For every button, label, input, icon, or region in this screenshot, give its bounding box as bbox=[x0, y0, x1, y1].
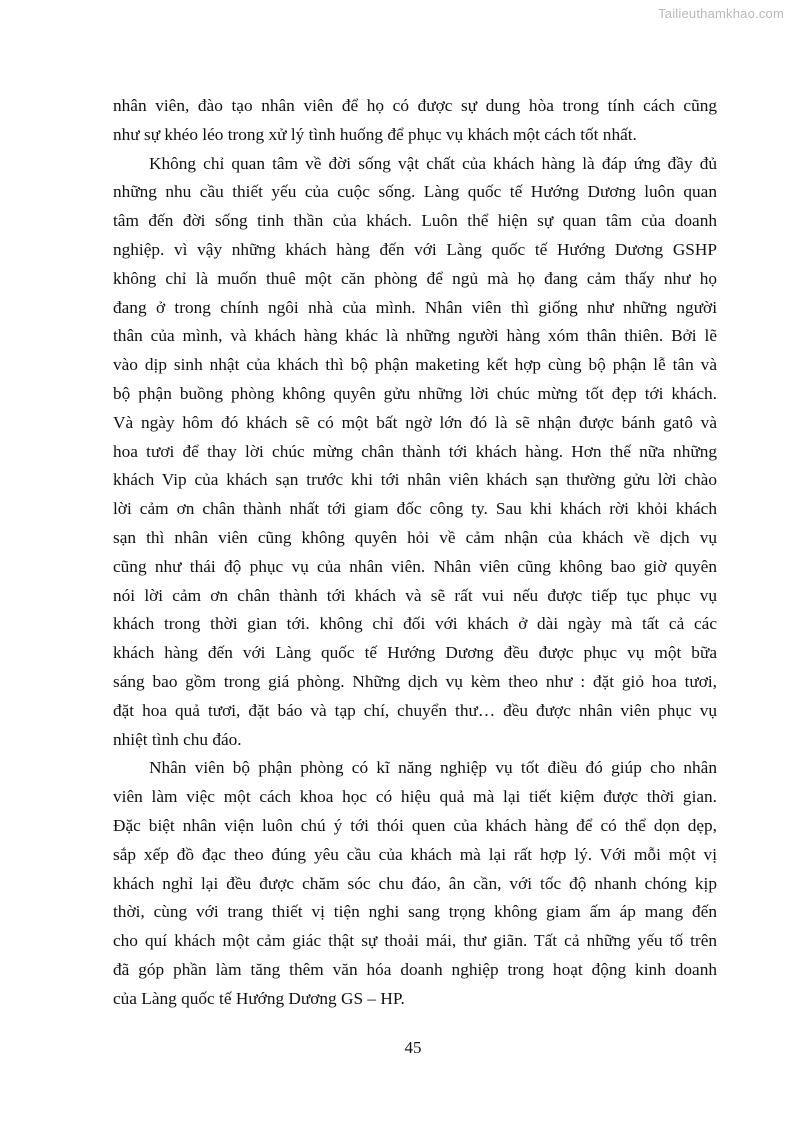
text-line: vào dịp sinh nhật của khách thì bộ phận maketing kết hợp cùng bộ phận lễ tân và bbox=[113, 355, 717, 375]
text-line: không chỉ là muốn thuê một căn phòng để ngủ mà họ đang cảm thấy như họ bbox=[113, 268, 717, 288]
text-line: Và ngày hôm đó khách sẽ có một bất ngờ lớn đó là sẽ nhận được bánh gatô và bbox=[113, 412, 717, 432]
text-line: Đặc biệt nhân viện luôn chú ý tới thói quen của khách hàng để có thể dọn dẹp, bbox=[113, 815, 717, 835]
watermark: Tailieuthamkhao.com bbox=[658, 6, 784, 21]
paragraph bbox=[113, 150, 717, 755]
text-line: như sự khéo léo trong xử lý tình huống để phục vụ khách một cách tốt nhất. bbox=[113, 124, 637, 144]
text-line: nhiệt tình chu đáo. bbox=[113, 729, 242, 749]
text-line: nhân viên, đào tạo nhân viên để họ có được sự dung hòa trong tính cách cũng bbox=[113, 96, 717, 115]
text-line: tâm đến đời sống tinh thần của khách. Luôn thể hiện sự quan tâm của doanh bbox=[113, 211, 717, 231]
text-line: thân của mình, và khách hàng khác là những người hàng xóm thân thiên. Bởi lẽ bbox=[113, 326, 717, 346]
text-line: sạn thì nhân viên cũng không quyên hỏi về cảm nhận của khách về dịch vụ bbox=[113, 527, 717, 547]
text-line: đặt hoa quả tươi, đặt báo và tạp chí, chuyển thư… đều được nhân viên phục vụ bbox=[113, 700, 717, 720]
text-line: khách trong thời gian tới. không chỉ đối với khách ở dài ngày mà tất cả các bbox=[113, 614, 717, 634]
text-line: bộ phận buồng phòng không quyên gửu những lời chúc mừng tốt đẹp tới khách. bbox=[113, 383, 717, 403]
text-line: cho quí khách một cảm giác thật sự thoải mái, thư giãn. Tất cả những yếu tố trên bbox=[113, 931, 717, 951]
text-line: nghiệp. vì vậy những khách hàng đến với Làng quốc tế Hướng Dương GSHP bbox=[113, 239, 717, 259]
paragraph bbox=[113, 92, 717, 150]
text-line: khách Vip của khách sạn trước khi tới nhân viên khách sạn thường gửu lời chào bbox=[113, 470, 717, 490]
text-line: của Làng quốc tế Hướng Dương GS – HP. bbox=[113, 988, 405, 1008]
text-line: đã góp phần làm tăng thêm văn hóa doanh nghiệp trong hoạt động kinh doanh bbox=[113, 959, 717, 979]
text-line: viên làm việc một cách khoa học có hiệu quả mà lại tiết kiệm được thời gian. bbox=[113, 787, 717, 807]
text-line: sáng bao gồm trong giá phòng. Những dịch vụ kèm theo như : đặt giỏ hoa tươi, bbox=[113, 671, 717, 691]
text-line: lời cảm ơn chân thành nhất tới giam đốc công ty. Sau khi khách rời khỏi khách bbox=[113, 499, 717, 519]
text-line: sắp xếp đồ đạc theo đúng yêu cầu của khách mà lại rất hợp lý. Với mỗi một vị bbox=[113, 844, 717, 864]
paragraph bbox=[113, 754, 717, 1013]
text-line: khách hàng đến với Làng quốc tế Hướng Dương đều được phục vụ một bữa bbox=[113, 643, 717, 663]
text-line: Nhân viên bộ phận phòng có kĩ năng nghiệp vụ tốt điều đó giúp cho nhân bbox=[149, 758, 717, 778]
text-line: hoa tươi để thay lời chúc mừng chân thành tới khách hàng. Hơn thế nữa những bbox=[113, 441, 717, 461]
text-line: thời, cùng với trang thiết vị tiện nghi sang trọng không giam ấm áp mang đến bbox=[113, 902, 717, 922]
document-body bbox=[113, 92, 717, 1014]
text-line: Không chỉ quan tâm về đời sống vật chất của khách hàng là đáp ứng đầy đủ bbox=[149, 153, 717, 173]
page-number: 45 bbox=[404, 1038, 422, 1057]
text-line: khách nghỉ lại đều được chăm sóc chu đáo, ân cần, với tốc độ nhanh chóng kịp bbox=[113, 873, 717, 893]
text-line: nói lời cảm ơn chân thành tới khách và sẽ rất vui nếu được tiếp tục phục vụ bbox=[113, 585, 717, 605]
text-line: đang ở trong chính ngôi nhà của mình. Nhân viên thì giống như những người bbox=[113, 297, 717, 317]
text-line: cũng như thái độ phục vụ của nhân viên. Nhân viên cũng không bao giờ quyên bbox=[113, 556, 717, 576]
text-line: những nhu cầu thiết yếu của cuộc sống. Làng quốc tế Hướng Dương luôn quan bbox=[113, 182, 717, 202]
